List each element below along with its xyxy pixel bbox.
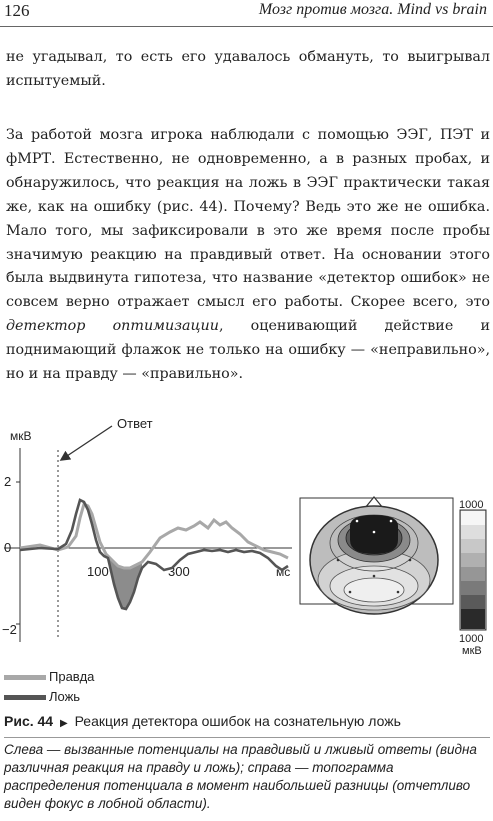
lie-waveform bbox=[20, 500, 291, 609]
scale-top-label: 1000 bbox=[459, 499, 484, 511]
x-tick-100: 100 bbox=[87, 564, 109, 579]
legend-swatch-truth bbox=[4, 675, 46, 680]
paragraph-2-emphasis: детектор оптимизации bbox=[6, 318, 219, 335]
paragraph-2-text-b: , оценивающий действие и поднимающий флажок не только на ошибку — «неправильно», но и на правду — «правильно». bbox=[6, 318, 490, 383]
y-tick-2: 2 bbox=[4, 474, 12, 489]
scale-bottom-label: 1000 bbox=[459, 633, 484, 645]
running-head: Мозг против мозга. Mind vs brain bbox=[258, 1, 487, 18]
legend-swatch-lie bbox=[4, 695, 46, 700]
scale-unit-label: мкВ bbox=[462, 645, 482, 657]
page-header bbox=[0, 0, 493, 27]
caption-marker-icon: ▶ bbox=[59, 718, 68, 729]
truth-waveform bbox=[20, 504, 288, 568]
x-unit-label: мс bbox=[276, 565, 291, 579]
caption-label: Рис. 44 bbox=[4, 713, 54, 729]
y-tick-0: 0 bbox=[4, 540, 12, 555]
caption-title: Реакция детектора ошибок на сознательную ложь bbox=[74, 713, 401, 729]
figure-graphics bbox=[0, 410, 493, 710]
caption-description: Слева — вызванные потенциалы на правдивый и лживый ответы (видна различная реакция на правду и ложь); справа — топограмма распределения потенциала в момент наибольшей разницы (отчетливо виден фокус в лобной области). bbox=[4, 742, 477, 811]
y-tick-minus-2: −2 bbox=[2, 622, 17, 637]
page-number: 126 bbox=[4, 1, 30, 20]
legend-label-lie: Ложь bbox=[49, 689, 81, 704]
response-label: Ответ bbox=[117, 416, 153, 431]
color-scale bbox=[459, 499, 486, 657]
paragraph-2 bbox=[6, 124, 490, 387]
figure-44 bbox=[0, 410, 493, 710]
legend-label-truth: Правда bbox=[49, 669, 95, 684]
legend-item-truth bbox=[4, 669, 94, 684]
figure-caption-title bbox=[4, 713, 490, 738]
paragraph-1: не угадывал, то есть его удавалось обмануть, то выигрывал испытуемый. bbox=[6, 49, 490, 89]
x-tick-300: 300 bbox=[168, 564, 190, 579]
legend-item-lie bbox=[4, 689, 80, 704]
paragraph-2-text-a: За работой мозга игрока наблюдали с помощью ЭЭГ, ПЭТ и фМРТ. Естественно, не одновременно, а в разных пробах, и обнаружилось, что реакция на ложь в ЭЭГ практически такая же, как на ошибку (рис. 44). Почему? Ведь это же не ошибка. Мало того, мы зафиксировали в это же время после пробы значимую реакцию на правдивый ответ. На основании этого была выдвинута гипотеза, что название «детектор ошибок» не совсем верно отражает смысл его работы. Скорее всего, это bbox=[6, 127, 490, 311]
response-arrow bbox=[64, 426, 112, 458]
y-unit-label: мкВ bbox=[10, 429, 32, 443]
topogram bbox=[300, 497, 453, 614]
